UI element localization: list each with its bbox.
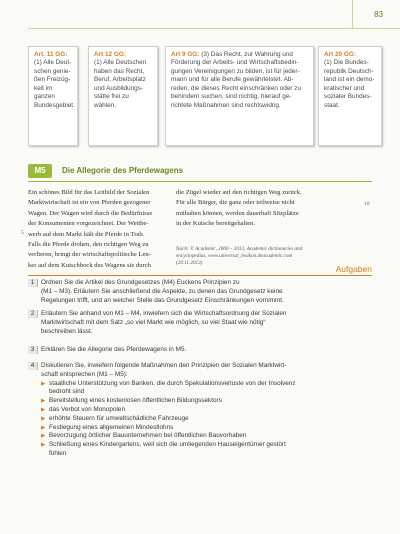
- source-line: Nach: © Academic, 2000 – 2013, Academic dictionaries and: [176, 246, 303, 252]
- m5-left-column: [28, 188, 168, 271]
- top-rule: [28, 28, 352, 29]
- list-item-text: Bereitstellung eines kostenlosen öffentlichen Bildungssektors: [49, 397, 222, 405]
- card-line: gungen Vereinigungen zu bilden, ist für jeder-: [171, 67, 300, 75]
- source-line: (20.11.2013): [176, 260, 203, 266]
- bullet-arrow-icon: ▶: [41, 433, 46, 440]
- card-line: richtete Maßnahmen sind rechtswidrig.: [171, 101, 281, 109]
- list-item: [41, 432, 372, 441]
- text-line: ker auf dem Kutschbock des Wagens sie durch: [28, 261, 151, 269]
- task-line: schaft entsprechen (M1 – M5):: [41, 370, 128, 378]
- list-item-text: Festlegung eines allgemeinen Mindestlohns: [49, 423, 174, 431]
- card-line: und Ausbildungs-: [94, 84, 144, 92]
- list-item-text: das Verbot von Monopolen: [49, 405, 126, 413]
- card-line: Beruf, Arbeitsplatz: [94, 76, 146, 84]
- task-1: [28, 279, 372, 305]
- text-line: Ein schönes Bild für das Leitbild der Sozialen: [28, 189, 150, 196]
- list-item: [41, 415, 372, 424]
- m5-rule: [28, 181, 372, 182]
- m5-heading: [28, 164, 372, 178]
- bullet-arrow-icon: ▶: [41, 415, 46, 422]
- task-line: (M1 – M3). Erläutern Sie anschließend die Aspekte, zu denen das Grundgesetz keine: [41, 287, 283, 295]
- text-line: der Konsumenten vorgezeichnet. Der Wettbe-: [28, 220, 149, 228]
- page-number-box: [352, 0, 400, 29]
- text-line: mithalten können, werden dauerhaft Sitzplätze: [176, 209, 299, 217]
- bullet-arrow-icon: ▶: [41, 380, 46, 387]
- list-item: [41, 424, 372, 433]
- card-line: reden, die dieses Recht einschränken oder zu: [171, 84, 302, 92]
- task-number: 4: [28, 362, 38, 370]
- task-line: Diskutieren Sie, inwiefern folgende Maßnahmen den Prinzipien der Sozialen Marktwirt-: [41, 362, 287, 369]
- text-line: die Zügel wieder auf den richtigen Weg zurück.: [176, 189, 302, 196]
- card-body: [94, 59, 152, 111]
- card-line: (1) Alle Deut-: [34, 59, 72, 66]
- card-line: land ist ein demo-: [324, 76, 375, 84]
- list-item-text: bedroht sind: [49, 388, 85, 396]
- bullet-arrow-icon: ▶: [41, 406, 46, 413]
- card-line: haben das Recht,: [94, 67, 145, 75]
- card-line: republik Deutsch-: [324, 67, 374, 75]
- card-art-11: [28, 46, 78, 146]
- list-item-text: erhöhte Steuern für umweltschädliche Fahrzeuge: [49, 414, 189, 422]
- top-band: [0, 0, 400, 28]
- card-line: staat.: [324, 101, 340, 109]
- tasks-heading: Aufgaben: [335, 264, 372, 274]
- list-item-text: staatliche Unterstützung von Banken, die durch Spekulationsverluste von der Insolvenz: [49, 379, 296, 387]
- bullet-arrow-icon: ▶: [41, 398, 46, 405]
- card-line: kratischer und: [324, 84, 365, 92]
- task-number: 2: [28, 310, 38, 318]
- task-line: Erläutern Sie anhand von M1 – M4, inwiefern sich die Wirtschaftsordnung der Sozialen: [41, 310, 287, 317]
- card-line: Bundesgebiet.: [34, 101, 75, 109]
- task-text: [41, 279, 372, 305]
- list-item-text: fühlen: [49, 449, 67, 457]
- tasks-rule: [28, 275, 372, 276]
- list-item-text: Schließung eines Kindergartens, weil sich die umliegenden Hauseigentümer gestört: [49, 441, 286, 449]
- list-item: [41, 441, 372, 450]
- bullet-arrow-icon: ▶: [41, 424, 46, 431]
- task-line: Erklären Sie die Allegorie des Pferdewagens in M5.: [41, 346, 187, 353]
- line-number-10: 10: [364, 201, 370, 207]
- card-line: keit im ganzen: [34, 84, 55, 101]
- card-art-9: [165, 46, 314, 146]
- bullet-arrow-icon: ▶: [41, 442, 46, 449]
- task-line: Ordnen Sie die Artikel des Grundgesetzes (M4) Euckens Prinzipien zu: [41, 279, 240, 286]
- list-item: [41, 406, 372, 415]
- text-line: Für alle Bürger, die ganz oder teilweise nicht: [176, 199, 295, 207]
- task-3: [28, 346, 372, 355]
- card-body: [324, 59, 376, 111]
- text-line: werb auf dem Markt hält die Pferde in Trab.: [28, 230, 145, 238]
- card-line: behindern suchen, sind nichtig, hierauf ge-: [171, 93, 292, 101]
- card-line: sozialer Bundes-: [324, 93, 372, 101]
- card-heading: [171, 51, 308, 59]
- card-art-20: [318, 46, 382, 146]
- task-line: beschreiben lässt.: [41, 327, 93, 335]
- card-line: mann und für alle Berufe gewährleistet. Ab-: [171, 76, 294, 84]
- card-body: [171, 59, 308, 111]
- card-line: schen genie-: [34, 67, 71, 75]
- text-line: verlieren, bringt der wirtschaftspolitische Len-: [28, 251, 151, 259]
- line-number-5: 5: [21, 230, 24, 236]
- list-item-continuation: [41, 450, 372, 459]
- task-4: [28, 362, 372, 459]
- card-art-12: [88, 46, 158, 146]
- list-item-text: Bevorzugung örtlicher Bauunternehmen bei öffentlichen Bauvorhaben: [49, 432, 247, 440]
- text-line: in der Kutsche bereitgehalten.: [176, 220, 256, 228]
- card-line: Förderung der Arbeits- und Wirtschaftsbedin-: [171, 59, 299, 66]
- card-heading: Art 12 GG:: [94, 51, 126, 58]
- task-line: Regelungen trifft, und an welcher Stelle das Grundgesetz Einschränkungen vornimmt.: [41, 296, 284, 304]
- task-number: 3: [28, 346, 38, 354]
- card-line: (1) Die Bundes-: [324, 59, 369, 66]
- source-line: encyclopedias, www.universal_lexikon.deacademic.com: [176, 253, 293, 259]
- text-line: Wagen. Der Wagen wird durch die Bedürfnisse: [28, 209, 153, 217]
- card-heading: Art. 11 GG:: [34, 51, 68, 58]
- task-2: [28, 310, 372, 336]
- task-line: Marktwirtschaft mit dem Satz „so viel Markt wie möglich, so viel Staat wie nötig“: [41, 318, 266, 326]
- page-number: 83: [374, 10, 383, 19]
- text-line: Marktwirtschaft ist ein von Pferden gezogener: [28, 199, 151, 207]
- task-text: [41, 346, 372, 355]
- task-text: [41, 310, 372, 336]
- m5-right-column: [176, 188, 356, 230]
- list-item-continuation: [41, 388, 372, 397]
- material-badge: M5: [28, 164, 52, 178]
- card-body: [34, 59, 75, 111]
- task-text: [41, 362, 372, 459]
- list-item: [41, 397, 372, 406]
- list-item: [41, 380, 372, 389]
- card-line: stätte frei zu: [94, 93, 129, 101]
- text-line: Falls die Pferde drohen, den richtigen Weg zu: [28, 241, 149, 249]
- card-line: (3) Das Recht, zur Wahrung und: [201, 51, 293, 58]
- card-heading-label: Art 9 GG:: [171, 51, 200, 58]
- card-line: wählen.: [94, 101, 117, 109]
- card-line: (1) Alle Deutschen: [94, 59, 147, 66]
- card-heading: Art 20 GG:: [324, 51, 356, 58]
- material-title: Die Allegorie des Pferdewagens: [62, 166, 184, 175]
- task-number: 1: [28, 279, 38, 287]
- card-line: ßen Freizüg-: [34, 76, 71, 84]
